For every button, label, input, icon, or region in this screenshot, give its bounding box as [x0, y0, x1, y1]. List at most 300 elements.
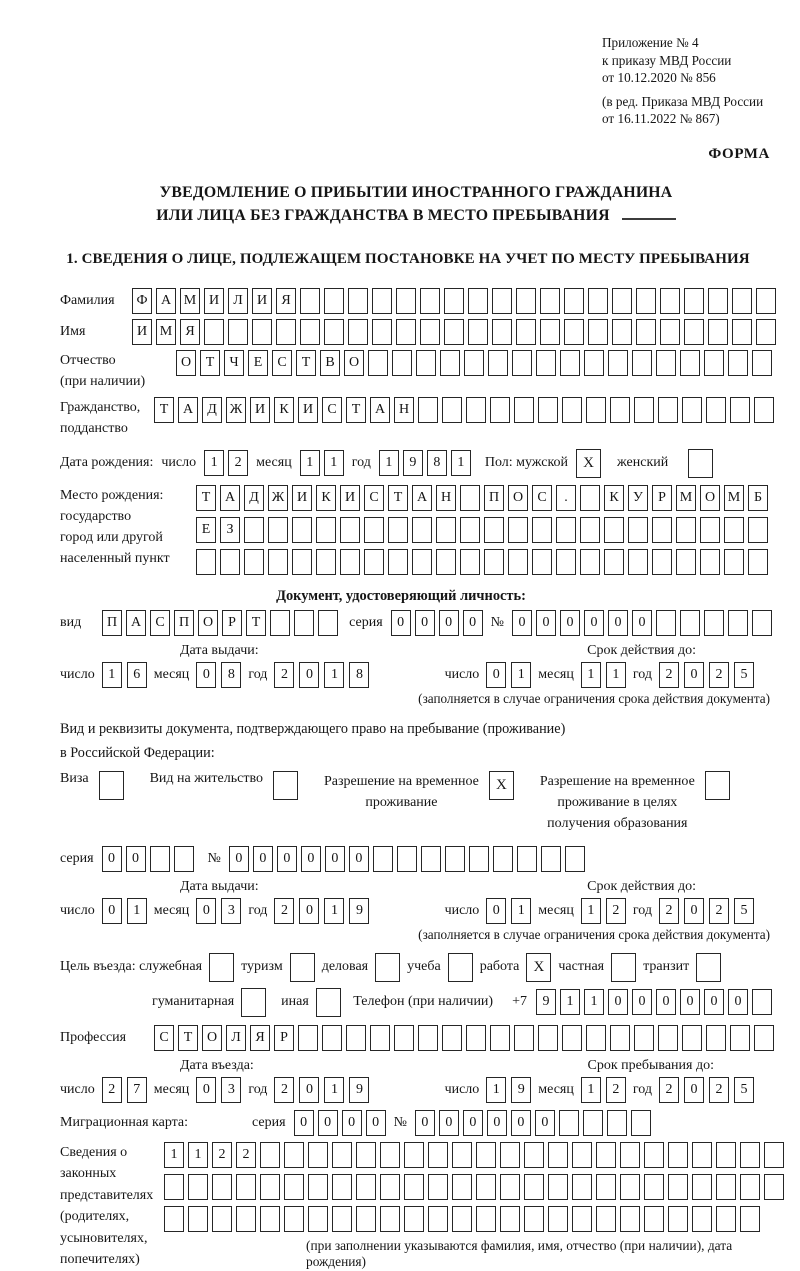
- char-cell[interactable]: П: [174, 610, 194, 636]
- char-cell[interactable]: [284, 1142, 304, 1168]
- char-cell[interactable]: [680, 350, 700, 376]
- char-cell[interactable]: [418, 397, 438, 423]
- char-cell[interactable]: [484, 549, 504, 575]
- char-cell[interactable]: [464, 350, 484, 376]
- char-cell[interactable]: [298, 1025, 318, 1051]
- char-cell[interactable]: [636, 288, 656, 314]
- char-cell[interactable]: [324, 319, 344, 345]
- char-cell[interactable]: [500, 1142, 520, 1168]
- char-cell[interactable]: 7: [127, 1077, 147, 1103]
- char-cell[interactable]: 1: [451, 450, 471, 476]
- char-cell[interactable]: [466, 1025, 486, 1051]
- char-cell[interactable]: 0: [511, 1110, 531, 1136]
- char-cell[interactable]: [756, 288, 776, 314]
- char-cell[interactable]: [634, 397, 654, 423]
- char-cell[interactable]: 9: [536, 989, 556, 1015]
- char-cell[interactable]: Я: [180, 319, 200, 345]
- char-cell[interactable]: [444, 288, 464, 314]
- char-cell[interactable]: [260, 1142, 280, 1168]
- char-cell[interactable]: 2: [709, 898, 729, 924]
- char-cell[interactable]: 2: [102, 1077, 122, 1103]
- char-cell[interactable]: [580, 549, 600, 575]
- char-cell[interactable]: [565, 846, 585, 872]
- purpose-private-checkbox[interactable]: [611, 953, 636, 982]
- char-cell[interactable]: [572, 1174, 592, 1200]
- char-cell[interactable]: [682, 1025, 702, 1051]
- char-cell[interactable]: [516, 288, 536, 314]
- char-cell[interactable]: [610, 1025, 630, 1051]
- char-cell[interactable]: [612, 288, 632, 314]
- char-cell[interactable]: [704, 610, 724, 636]
- char-cell[interactable]: [164, 1174, 184, 1200]
- char-cell[interactable]: 0: [535, 1110, 555, 1136]
- char-cell[interactable]: [212, 1174, 232, 1200]
- char-cell[interactable]: [716, 1206, 736, 1232]
- char-cell[interactable]: 0: [439, 610, 459, 636]
- char-cell[interactable]: 0: [512, 610, 532, 636]
- char-cell[interactable]: И: [340, 485, 360, 511]
- char-cell[interactable]: 1: [188, 1142, 208, 1168]
- char-cell[interactable]: 0: [301, 846, 321, 872]
- char-cell[interactable]: С: [364, 485, 384, 511]
- char-cell[interactable]: 2: [709, 1077, 729, 1103]
- char-cell[interactable]: [388, 549, 408, 575]
- char-cell[interactable]: 6: [127, 662, 147, 688]
- char-cell[interactable]: А: [370, 397, 390, 423]
- char-cell[interactable]: 0: [680, 989, 700, 1015]
- char-cell[interactable]: 0: [299, 898, 319, 924]
- char-cell[interactable]: [708, 319, 728, 345]
- char-cell[interactable]: Ж: [226, 397, 246, 423]
- char-cell[interactable]: 1: [511, 898, 531, 924]
- char-cell[interactable]: [428, 1142, 448, 1168]
- char-cell[interactable]: 2: [709, 662, 729, 688]
- char-cell[interactable]: 0: [366, 1110, 386, 1136]
- char-cell[interactable]: [548, 1174, 568, 1200]
- char-cell[interactable]: 0: [196, 662, 216, 688]
- char-cell[interactable]: [586, 397, 606, 423]
- char-cell[interactable]: О: [198, 610, 218, 636]
- purpose-business-checkbox[interactable]: [375, 953, 400, 982]
- char-cell[interactable]: 1: [102, 662, 122, 688]
- char-cell[interactable]: 0: [277, 846, 297, 872]
- char-cell[interactable]: [656, 610, 676, 636]
- char-cell[interactable]: [397, 846, 417, 872]
- char-cell[interactable]: [538, 397, 558, 423]
- char-cell[interactable]: О: [700, 485, 720, 511]
- char-cell[interactable]: [730, 397, 750, 423]
- char-cell[interactable]: [740, 1142, 760, 1168]
- char-cell[interactable]: Н: [394, 397, 414, 423]
- char-cell[interactable]: [466, 397, 486, 423]
- char-cell[interactable]: [436, 517, 456, 543]
- char-cell[interactable]: [532, 549, 552, 575]
- char-cell[interactable]: [692, 1206, 712, 1232]
- char-cell[interactable]: [404, 1206, 424, 1232]
- char-cell[interactable]: 1: [606, 662, 626, 688]
- char-cell[interactable]: 0: [584, 610, 604, 636]
- char-cell[interactable]: [562, 1025, 582, 1051]
- char-cell[interactable]: 2: [274, 662, 294, 688]
- male-checkbox[interactable]: X: [576, 449, 601, 478]
- char-cell[interactable]: [728, 610, 748, 636]
- char-cell[interactable]: 0: [102, 898, 122, 924]
- char-cell[interactable]: [308, 1142, 328, 1168]
- char-cell[interactable]: [724, 517, 744, 543]
- char-cell[interactable]: [380, 1142, 400, 1168]
- char-cell[interactable]: 0: [229, 846, 249, 872]
- char-cell[interactable]: [460, 549, 480, 575]
- char-cell[interactable]: Н: [436, 485, 456, 511]
- char-cell[interactable]: 0: [704, 989, 724, 1015]
- char-cell[interactable]: [692, 1142, 712, 1168]
- char-cell[interactable]: [604, 517, 624, 543]
- char-cell[interactable]: [332, 1142, 352, 1168]
- char-cell[interactable]: А: [412, 485, 432, 511]
- char-cell[interactable]: [404, 1174, 424, 1200]
- char-cell[interactable]: И: [132, 319, 152, 345]
- char-cell[interactable]: [332, 1206, 352, 1232]
- char-cell[interactable]: [394, 1025, 414, 1051]
- char-cell[interactable]: 1: [379, 450, 399, 476]
- char-cell[interactable]: [676, 517, 696, 543]
- char-cell[interactable]: [610, 397, 630, 423]
- char-cell[interactable]: [631, 1110, 651, 1136]
- char-cell[interactable]: 0: [102, 846, 122, 872]
- char-cell[interactable]: [340, 517, 360, 543]
- char-cell[interactable]: Е: [196, 517, 216, 543]
- char-cell[interactable]: 0: [728, 989, 748, 1015]
- char-cell[interactable]: [268, 517, 288, 543]
- char-cell[interactable]: 0: [294, 1110, 314, 1136]
- char-cell[interactable]: [236, 1206, 256, 1232]
- char-cell[interactable]: [716, 1142, 736, 1168]
- char-cell[interactable]: [668, 1142, 688, 1168]
- char-cell[interactable]: [416, 350, 436, 376]
- char-cell[interactable]: 2: [236, 1142, 256, 1168]
- char-cell[interactable]: 2: [659, 1077, 679, 1103]
- char-cell[interactable]: [370, 1025, 390, 1051]
- char-cell[interactable]: 0: [536, 610, 556, 636]
- char-cell[interactable]: [174, 846, 194, 872]
- char-cell[interactable]: [532, 517, 552, 543]
- char-cell[interactable]: Ч: [224, 350, 244, 376]
- char-cell[interactable]: Д: [202, 397, 222, 423]
- char-cell[interactable]: [490, 1025, 510, 1051]
- char-cell[interactable]: 0: [632, 989, 652, 1015]
- char-cell[interactable]: 0: [608, 989, 628, 1015]
- char-cell[interactable]: 0: [684, 898, 704, 924]
- char-cell[interactable]: 8: [221, 662, 241, 688]
- char-cell[interactable]: 9: [511, 1077, 531, 1103]
- char-cell[interactable]: [580, 485, 600, 511]
- char-cell[interactable]: К: [316, 485, 336, 511]
- char-cell[interactable]: 1: [560, 989, 580, 1015]
- char-cell[interactable]: [356, 1174, 376, 1200]
- char-cell[interactable]: [392, 350, 412, 376]
- char-cell[interactable]: С: [532, 485, 552, 511]
- char-cell[interactable]: [559, 1110, 579, 1136]
- temp-permit-edu-checkbox[interactable]: [705, 771, 730, 800]
- char-cell[interactable]: С: [150, 610, 170, 636]
- char-cell[interactable]: [514, 1025, 534, 1051]
- char-cell[interactable]: [548, 1142, 568, 1168]
- char-cell[interactable]: 1: [581, 662, 601, 688]
- char-cell[interactable]: [704, 350, 724, 376]
- char-cell[interactable]: [368, 350, 388, 376]
- char-cell[interactable]: [420, 319, 440, 345]
- char-cell[interactable]: 1: [324, 450, 344, 476]
- char-cell[interactable]: [764, 1142, 784, 1168]
- char-cell[interactable]: [676, 549, 696, 575]
- char-cell[interactable]: [292, 549, 312, 575]
- char-cell[interactable]: [536, 350, 556, 376]
- char-cell[interactable]: 1: [204, 450, 224, 476]
- char-cell[interactable]: [442, 1025, 462, 1051]
- char-cell[interactable]: П: [484, 485, 504, 511]
- char-cell[interactable]: 0: [325, 846, 345, 872]
- char-cell[interactable]: И: [204, 288, 224, 314]
- char-cell[interactable]: 0: [656, 989, 676, 1015]
- char-cell[interactable]: [452, 1206, 472, 1232]
- char-cell[interactable]: [294, 610, 314, 636]
- char-cell[interactable]: [628, 517, 648, 543]
- char-cell[interactable]: [756, 319, 776, 345]
- char-cell[interactable]: 2: [606, 1077, 626, 1103]
- char-cell[interactable]: [628, 549, 648, 575]
- char-cell[interactable]: Л: [226, 1025, 246, 1051]
- char-cell[interactable]: [460, 517, 480, 543]
- char-cell[interactable]: Т: [154, 397, 174, 423]
- char-cell[interactable]: [562, 397, 582, 423]
- char-cell[interactable]: 1: [300, 450, 320, 476]
- char-cell[interactable]: 5: [734, 1077, 754, 1103]
- char-cell[interactable]: [380, 1206, 400, 1232]
- char-cell[interactable]: [684, 319, 704, 345]
- char-cell[interactable]: 9: [349, 1077, 369, 1103]
- char-cell[interactable]: В: [320, 350, 340, 376]
- char-cell[interactable]: [252, 319, 272, 345]
- char-cell[interactable]: 0: [196, 1077, 216, 1103]
- char-cell[interactable]: [476, 1142, 496, 1168]
- char-cell[interactable]: [276, 319, 296, 345]
- char-cell[interactable]: Т: [388, 485, 408, 511]
- char-cell[interactable]: 1: [164, 1142, 184, 1168]
- female-checkbox[interactable]: [688, 449, 713, 478]
- char-cell[interactable]: [490, 397, 510, 423]
- char-cell[interactable]: [708, 288, 728, 314]
- char-cell[interactable]: [322, 1025, 342, 1051]
- char-cell[interactable]: 0: [486, 898, 506, 924]
- char-cell[interactable]: А: [220, 485, 240, 511]
- char-cell[interactable]: 0: [463, 610, 483, 636]
- char-cell[interactable]: [634, 1025, 654, 1051]
- char-cell[interactable]: [428, 1174, 448, 1200]
- char-cell[interactable]: П: [102, 610, 122, 636]
- char-cell[interactable]: [748, 549, 768, 575]
- char-cell[interactable]: 1: [584, 989, 604, 1015]
- char-cell[interactable]: [346, 1025, 366, 1051]
- char-cell[interactable]: 0: [318, 1110, 338, 1136]
- char-cell[interactable]: Т: [246, 610, 266, 636]
- char-cell[interactable]: 0: [487, 1110, 507, 1136]
- char-cell[interactable]: [452, 1174, 472, 1200]
- char-cell[interactable]: 0: [126, 846, 146, 872]
- char-cell[interactable]: [608, 350, 628, 376]
- char-cell[interactable]: [404, 1142, 424, 1168]
- char-cell[interactable]: [396, 288, 416, 314]
- char-cell[interactable]: [476, 1174, 496, 1200]
- char-cell[interactable]: [706, 397, 726, 423]
- purpose-official-checkbox[interactable]: [209, 953, 234, 982]
- char-cell[interactable]: [428, 1206, 448, 1232]
- purpose-tourism-checkbox[interactable]: [290, 953, 315, 982]
- char-cell[interactable]: [300, 319, 320, 345]
- char-cell[interactable]: 9: [403, 450, 423, 476]
- char-cell[interactable]: [164, 1206, 184, 1232]
- char-cell[interactable]: 1: [127, 898, 147, 924]
- char-cell[interactable]: И: [252, 288, 272, 314]
- char-cell[interactable]: [764, 1174, 784, 1200]
- char-cell[interactable]: С: [272, 350, 292, 376]
- char-cell[interactable]: Т: [200, 350, 220, 376]
- char-cell[interactable]: Ж: [268, 485, 288, 511]
- char-cell[interactable]: [500, 1206, 520, 1232]
- char-cell[interactable]: [754, 1025, 774, 1051]
- char-cell[interactable]: Ф: [132, 288, 152, 314]
- visa-checkbox[interactable]: [99, 771, 124, 800]
- char-cell[interactable]: И: [298, 397, 318, 423]
- char-cell[interactable]: [572, 1142, 592, 1168]
- char-cell[interactable]: 0: [349, 846, 369, 872]
- char-cell[interactable]: [692, 1174, 712, 1200]
- char-cell[interactable]: 9: [349, 898, 369, 924]
- char-cell[interactable]: [260, 1174, 280, 1200]
- char-cell[interactable]: [421, 846, 441, 872]
- char-cell[interactable]: И: [250, 397, 270, 423]
- char-cell[interactable]: [268, 549, 288, 575]
- char-cell[interactable]: [492, 288, 512, 314]
- char-cell[interactable]: [512, 350, 532, 376]
- char-cell[interactable]: [493, 846, 513, 872]
- temp-permit-checkbox[interactable]: X: [489, 771, 514, 800]
- char-cell[interactable]: [324, 288, 344, 314]
- char-cell[interactable]: У: [628, 485, 648, 511]
- char-cell[interactable]: [508, 549, 528, 575]
- char-cell[interactable]: [308, 1206, 328, 1232]
- char-cell[interactable]: [644, 1206, 664, 1232]
- char-cell[interactable]: [572, 1206, 592, 1232]
- char-cell[interactable]: [652, 549, 672, 575]
- char-cell[interactable]: Т: [178, 1025, 198, 1051]
- char-cell[interactable]: [732, 319, 752, 345]
- char-cell[interactable]: А: [126, 610, 146, 636]
- char-cell[interactable]: [260, 1206, 280, 1232]
- char-cell[interactable]: 0: [439, 1110, 459, 1136]
- purpose-other-checkbox[interactable]: [316, 988, 341, 1017]
- purpose-humanitarian-checkbox[interactable]: [241, 988, 266, 1017]
- char-cell[interactable]: [740, 1174, 760, 1200]
- char-cell[interactable]: 1: [581, 1077, 601, 1103]
- char-cell[interactable]: [372, 288, 392, 314]
- char-cell[interactable]: Р: [652, 485, 672, 511]
- char-cell[interactable]: [220, 549, 240, 575]
- char-cell[interactable]: [196, 549, 216, 575]
- char-cell[interactable]: [332, 1174, 352, 1200]
- char-cell[interactable]: [564, 288, 584, 314]
- char-cell[interactable]: [556, 517, 576, 543]
- char-cell[interactable]: О: [176, 350, 196, 376]
- char-cell[interactable]: [476, 1206, 496, 1232]
- char-cell[interactable]: [440, 350, 460, 376]
- char-cell[interactable]: [236, 1174, 256, 1200]
- char-cell[interactable]: Т: [346, 397, 366, 423]
- char-cell[interactable]: [620, 1174, 640, 1200]
- char-cell[interactable]: [724, 549, 744, 575]
- char-cell[interactable]: 2: [274, 1077, 294, 1103]
- char-cell[interactable]: [564, 319, 584, 345]
- char-cell[interactable]: [364, 517, 384, 543]
- char-cell[interactable]: А: [178, 397, 198, 423]
- char-cell[interactable]: 0: [608, 610, 628, 636]
- char-cell[interactable]: [488, 350, 508, 376]
- char-cell[interactable]: [748, 517, 768, 543]
- char-cell[interactable]: А: [156, 288, 176, 314]
- char-cell[interactable]: [668, 1206, 688, 1232]
- char-cell[interactable]: 3: [221, 1077, 241, 1103]
- char-cell[interactable]: [658, 397, 678, 423]
- char-cell[interactable]: [524, 1142, 544, 1168]
- char-cell[interactable]: [316, 549, 336, 575]
- char-cell[interactable]: 0: [391, 610, 411, 636]
- char-cell[interactable]: [356, 1206, 376, 1232]
- char-cell[interactable]: [540, 288, 560, 314]
- char-cell[interactable]: Р: [274, 1025, 294, 1051]
- char-cell[interactable]: 8: [427, 450, 447, 476]
- char-cell[interactable]: [356, 1142, 376, 1168]
- char-cell[interactable]: [228, 319, 248, 345]
- char-cell[interactable]: [270, 610, 290, 636]
- char-cell[interactable]: 0: [684, 1077, 704, 1103]
- char-cell[interactable]: 0: [299, 662, 319, 688]
- char-cell[interactable]: Р: [222, 610, 242, 636]
- char-cell[interactable]: [372, 319, 392, 345]
- char-cell[interactable]: [460, 485, 480, 511]
- char-cell[interactable]: [188, 1206, 208, 1232]
- char-cell[interactable]: [204, 319, 224, 345]
- char-cell[interactable]: О: [508, 485, 528, 511]
- char-cell[interactable]: [656, 350, 676, 376]
- char-cell[interactable]: Т: [196, 485, 216, 511]
- char-cell[interactable]: [548, 1206, 568, 1232]
- char-cell[interactable]: [732, 288, 752, 314]
- char-cell[interactable]: Д: [244, 485, 264, 511]
- char-cell[interactable]: Т: [296, 350, 316, 376]
- char-cell[interactable]: 0: [415, 610, 435, 636]
- char-cell[interactable]: [680, 610, 700, 636]
- char-cell[interactable]: [658, 1025, 678, 1051]
- char-cell[interactable]: 5: [734, 662, 754, 688]
- char-cell[interactable]: 2: [228, 450, 248, 476]
- char-cell[interactable]: 0: [463, 1110, 483, 1136]
- char-cell[interactable]: С: [322, 397, 342, 423]
- char-cell[interactable]: [632, 350, 652, 376]
- char-cell[interactable]: [468, 288, 488, 314]
- char-cell[interactable]: [538, 1025, 558, 1051]
- char-cell[interactable]: [284, 1206, 304, 1232]
- char-cell[interactable]: 2: [274, 898, 294, 924]
- char-cell[interactable]: И: [292, 485, 312, 511]
